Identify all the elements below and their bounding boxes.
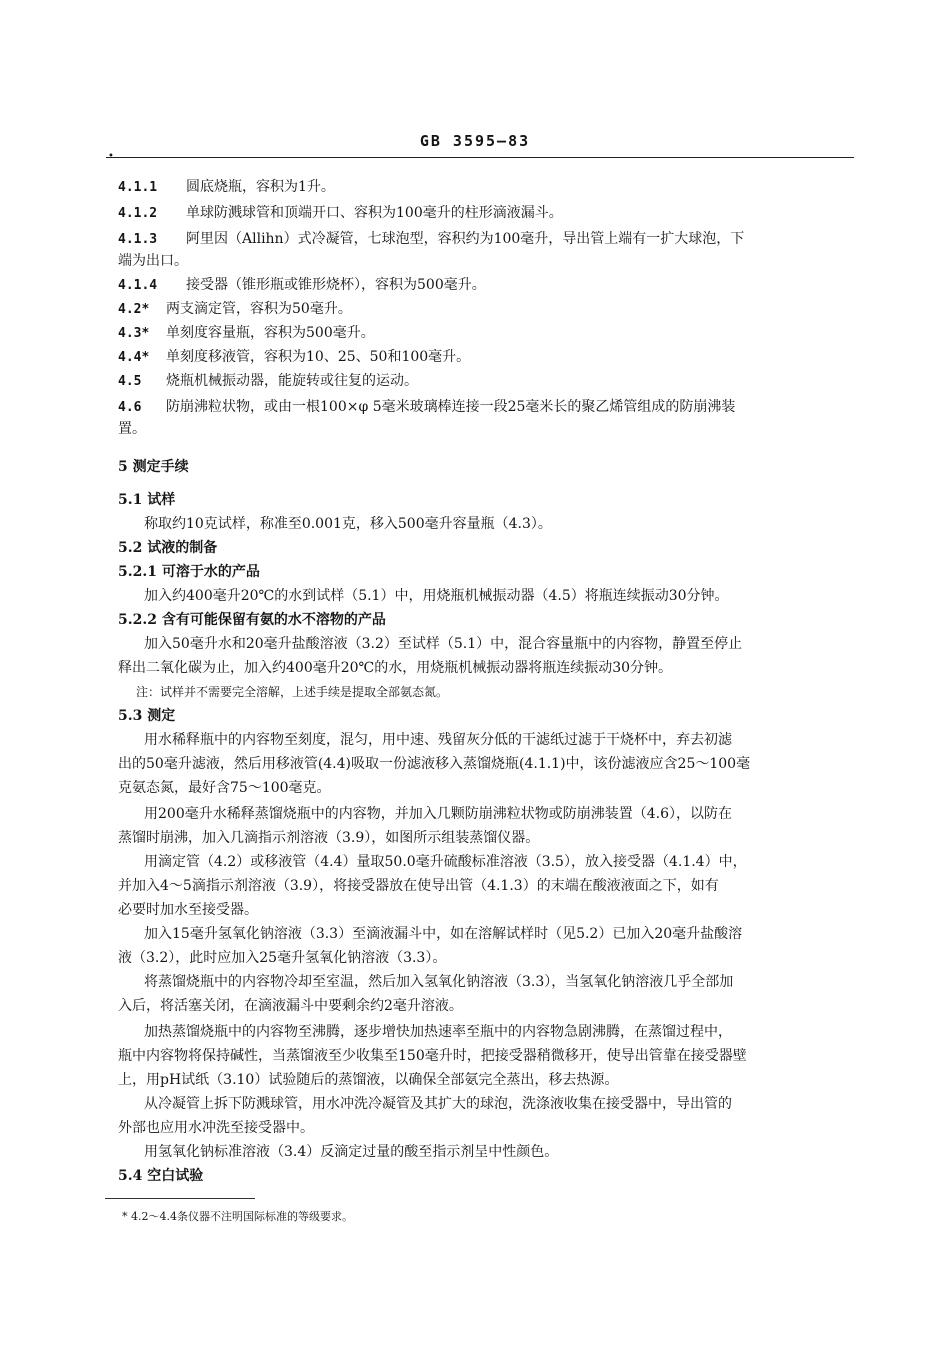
item-text-cont: 端为出口。: [118, 253, 188, 269]
item-number: 4.5: [118, 374, 142, 389]
paragraph: 蒸馏时崩沸，加入几滴指示剂溶液（3.9），如图所示组装蒸馏仪器。: [118, 830, 540, 846]
subsection-heading: 5.2.2 含有可能保留有氨的水不溶物的产品: [118, 612, 386, 628]
section-heading: 5 测定手续: [118, 459, 189, 475]
item-text: 两支滴定管，容积为50毫升。: [166, 301, 352, 317]
paragraph: 将蒸馏烧瓶中的内容物冷却至室温，然后加入氢氧化钠溶液（3.3），当氢氧化钠溶液几乎全部加: [144, 974, 734, 990]
paragraph: 加入15毫升氢氧化钠溶液（3.3）至滴液漏斗中，如在溶解试样时（见5.2）已加入20毫升盐酸溶: [144, 926, 743, 942]
subsection-heading: 5.4 空白试验: [118, 1168, 204, 1184]
item-text: 防崩沸粒状物，或由一根100×φ 5毫米玻璃棒连接一段25毫米长的聚乙烯管组成的防崩沸装: [166, 399, 736, 415]
paragraph: 上，用pH试纸（3.10）试验随后的蒸馏液，以确保全部氨完全蒸出，移去热源。: [118, 1072, 619, 1088]
item-number: 4.4*: [118, 350, 150, 365]
item-text: 阿里因（Allihn）式冷凝管，七球泡型，容积约为100毫升，导出管上端有一扩大球泡，下: [186, 231, 745, 247]
paragraph: 并加入4～5滴指示剂溶液（3.9），将接受器放在使导出管（4.1.3）的末端在酸液液面之下，如有: [118, 878, 719, 894]
footnote-rule: [105, 1198, 255, 1199]
paragraph: 用滴定管（4.2）或移液管（4.4）量取50.0毫升硫酸标准溶液（3.5），放入接受器（4.1.4）中，: [144, 854, 747, 870]
subsection-heading: 5.1 试样: [118, 492, 176, 508]
paragraph: 瓶中内容物将保持碱性，当蒸馏液至少收集至150毫升时，把接受器稍微移开，使导出管靠在接受器壁: [118, 1048, 747, 1064]
paragraph: 加热蒸馏烧瓶中的内容物至沸腾，逐步增快加热速率至瓶中的内容物急剧沸腾，在蒸馏过程中，: [144, 1024, 732, 1040]
paragraph: 外部也应用水冲洗至接受器中。: [118, 1120, 314, 1136]
paragraph: 克氨态氮，最好含75～100毫克。: [118, 780, 331, 796]
item-text: 单刻度容量瓶，容积为500毫升。: [166, 325, 375, 341]
header-rule: [106, 157, 854, 158]
page-header: GB 3595—83: [419, 132, 531, 150]
item-text: 单刻度移液管，容积为10、25、50和100毫升。: [166, 349, 471, 365]
paragraph: 用氢氧化钠标准溶液（3.4）反滴定过量的酸至指示剂呈中性颜色。: [144, 1144, 559, 1160]
subsection-heading: 5.3 测定: [118, 708, 176, 724]
item-text-cont: 置。: [118, 421, 146, 437]
item-number: 4.3*: [118, 326, 150, 341]
paragraph: 加入约400毫升20℃的水到试样（5.1）中，用烧瓶机械振动器（4.5）将瓶连续振动30分钟。: [144, 588, 729, 604]
paragraph: 用水稀释瓶中的内容物至刻度，混匀，用中速、残留灰分低的干滤纸过滤于干烧杯中，弃去初滤: [144, 732, 732, 748]
paragraph: 液（3.2），此时应加入25毫升氢氧化钠溶液（3.3）。: [118, 950, 447, 966]
item-number: 4.1.2: [118, 206, 158, 221]
subsection-heading: 5.2 试液的制备: [118, 540, 218, 556]
paragraph: 出的50毫升滤液，然后用移液管(4.4)吸取一份滤液移入蒸馏烧瓶(4.1.1)中，该份滤液应含25～100毫: [118, 756, 751, 772]
note: 注：试样并不需要完全溶解，上述手续是提取全部氨态氮。: [136, 685, 449, 699]
paragraph: 用200毫升水稀释蒸馏烧瓶中的内容物，并加入几颗防崩沸粒状物或防崩沸装置（4.6），以防在: [144, 806, 732, 822]
paragraph: 必要时加水至接受器。: [118, 902, 258, 918]
paragraph: 加入50毫升水和20毫升盐酸溶液（3.2）至试样（5.1）中，混合容量瓶中的内容物，静置至停止: [144, 636, 743, 652]
item-number: 4.1.4: [118, 278, 158, 293]
item-text: 圆底烧瓶，容积为1升。: [186, 179, 335, 195]
paragraph: 入后，将活塞关闭，在滴液漏斗中要剩余约2毫升溶液。: [118, 998, 463, 1014]
paragraph: 释出二氧化碳为止，加入约400毫升20℃的水，用烧瓶机械振动器将瓶连续振动30分钟。: [118, 660, 673, 676]
subsection-heading: 5.2.1 可溶于水的产品: [118, 564, 260, 580]
item-number: 4.2*: [118, 302, 150, 317]
footnote: * 4.2～4.4条仪器不注明国际标准的等级要求。: [122, 1210, 353, 1223]
header-mark: •: [108, 151, 114, 162]
item-number: 4.1.3: [118, 232, 158, 247]
paragraph: 称取约10克试样，称准至0.001克，移入500毫升容量瓶（4.3）。: [144, 516, 552, 532]
paragraph: 从冷凝管上拆下防溅球管，用水冲洗冷凝管及其扩大的球泡，洗涤液收集在接受器中，导出管的: [144, 1096, 732, 1112]
item-number: 4.1.1: [118, 180, 158, 195]
item-text: 单球防溅球管和顶端开口、容积为100毫升的柱形滴液漏斗。: [186, 205, 563, 221]
item-text: 接受器（锥形瓶或锥形烧杯），容积为500毫升。: [186, 277, 486, 293]
item-text: 烧瓶机械振动器，能旋转或往复的运动。: [166, 373, 418, 389]
item-number: 4.6: [118, 400, 142, 415]
